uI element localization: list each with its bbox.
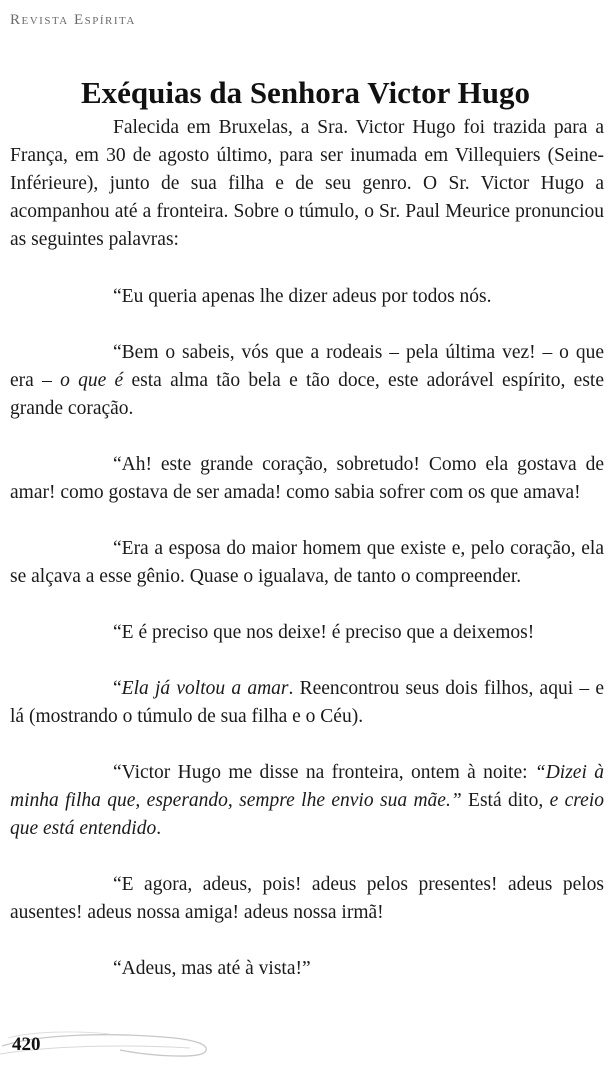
italic-run: Ela já voltou a amar xyxy=(121,678,289,699)
text-run: . xyxy=(156,818,162,839)
text-run: Está dito, xyxy=(461,790,550,811)
paragraph-quote-7 xyxy=(10,759,604,843)
paragraph-quote-8: “E agora, adeus, pois! adeus pelos presentes! adeus pelos ausentes! adeus nossa amiga! adeus nossa irmã! xyxy=(10,874,604,923)
paragraph-quote-4: “Era a esposa do maior homem que existe e, pelo coração, ela se alçava a esse gênio. Quase o igualava, de tanto o compreender. xyxy=(10,538,604,587)
text-run: . Reencontrou seus dois filhos, aqui – e lá (mostrando o túmulo de sua filha e o Céu). xyxy=(10,678,604,727)
paragraph-quote-5: “E é preciso que nos deixe! é preciso que a deixemos! xyxy=(113,622,535,643)
paragraph-intro: Falecida em Bruxelas, a Sra. Victor Hugo foi trazida para a França, em 30 de agosto último, para ser inumada em Villequiers (Seine-Inférieure), junto de sua filha e de seu genro. O Sr. Victor Hugo a acompanhou até a fronteira. Sobre o túmulo, o Sr. Paul Meurice pronunciou as seguintes palavras: xyxy=(10,117,604,250)
paragraph-quote-3: “Ah! este grande coração, sobretudo! Como ela gostava de amar! como gostava de ser amada! como sabia sofrer com os que amava! xyxy=(10,454,604,503)
paragraph-quote-9: “Adeus, mas até à vista!” xyxy=(113,958,311,979)
running-head: Revista Espírita xyxy=(10,12,136,28)
text-run: “ xyxy=(113,678,122,699)
italic-run: o que é xyxy=(60,370,124,391)
text-run: esta alma tão bela e tão doce, este adorável espírito, este grande coração. xyxy=(10,370,604,419)
article-title: Exéquias da Senhora Victor Hugo xyxy=(80,74,530,110)
article-body xyxy=(10,114,604,1011)
italic-run: e creio que está entendido xyxy=(10,790,604,839)
paragraph-quote-6 xyxy=(10,675,604,731)
text-run: “Bem o sabeis, vós que a rodeais – pela última vez! – o que era – xyxy=(10,342,604,391)
paragraph-quote-2 xyxy=(10,339,604,423)
page-number: 420 xyxy=(12,1034,41,1055)
text-run: “Victor Hugo me disse na fronteira, ontem à noite: xyxy=(113,762,535,783)
paragraph-quote-1: “Eu queria apenas lhe dizer adeus por todos nós. xyxy=(113,286,492,307)
italic-run: “Dizei à minha filha que, esperando, sempre lhe envio sua mãe.” xyxy=(10,762,604,811)
